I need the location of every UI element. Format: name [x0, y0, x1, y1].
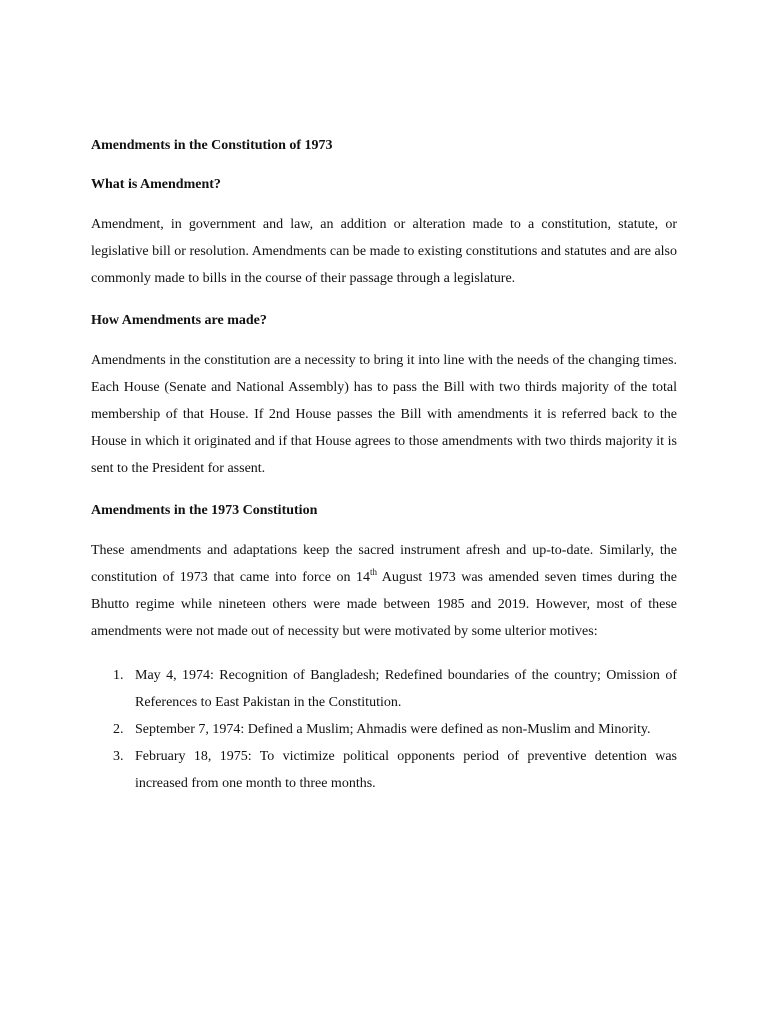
document-title: Amendments in the Constitution of 1973	[91, 138, 333, 153]
list-item-text: February 18, 1975: To victimize political opponents period of preventive detention was increased from one month to three months.	[135, 749, 677, 791]
list-item	[91, 743, 677, 797]
section-heading-what-is-amendment: What is Amendment?	[91, 177, 221, 192]
list-item	[91, 716, 677, 743]
list-item	[91, 662, 677, 716]
list-item-number: 2.	[113, 722, 124, 737]
section-heading-1973-constitution: Amendments in the 1973 Constitution	[91, 503, 318, 518]
ordinal-superscript: th	[369, 567, 377, 577]
list-item-text: May 4, 1974: Recognition of Bangladesh; Redefined boundaries of the country; Omission of References to East Pakistan in the Constitution.	[135, 668, 677, 710]
section-paragraph-how-amendments-made: Amendments in the constitution are a necessity to bring it into line with the needs of the changing times. Each House (Senate and National Assembly) has to pass the Bill with two thirds majority of the total membership of that House. If 2nd House passes the Bill with amendments it is referred back to the House in which it originated and if that House agrees to those amendments with two thirds majority it is sent to the President for assent.	[91, 353, 677, 476]
document-page	[91, 133, 677, 797]
list-item-number: 3.	[113, 749, 124, 764]
amendments-list	[91, 662, 677, 797]
paragraph-text-part-2: August 1973 was amended seven times during the Bhutto regime while nineteen others were made between 1985 and 2019. However, most of these amendments were not made out of necessity but were motivated by some ulterior motives:	[91, 570, 677, 639]
section-paragraph-1973-constitution	[91, 537, 677, 645]
list-item-text: September 7, 1974: Defined a Muslim; Ahmadis were defined as non-Muslim and Minority.	[135, 722, 651, 737]
section-paragraph-what-is-amendment: Amendment, in government and law, an addition or alteration made to a constitution, statute, or legislative bill or resolution. Amendments can be made to existing constitutions and statutes and are also commonly made to bills in the course of their passage through a legislature.	[91, 217, 677, 286]
section-heading-how-amendments-made: How Amendments are made?	[91, 313, 267, 328]
paragraph-text-part-1: These amendments and adaptations keep the sacred instrument afresh and up-to-date. Similarly, the constitution of 1973 that came into force on 14	[91, 543, 677, 585]
list-item-number: 1.	[113, 668, 124, 683]
